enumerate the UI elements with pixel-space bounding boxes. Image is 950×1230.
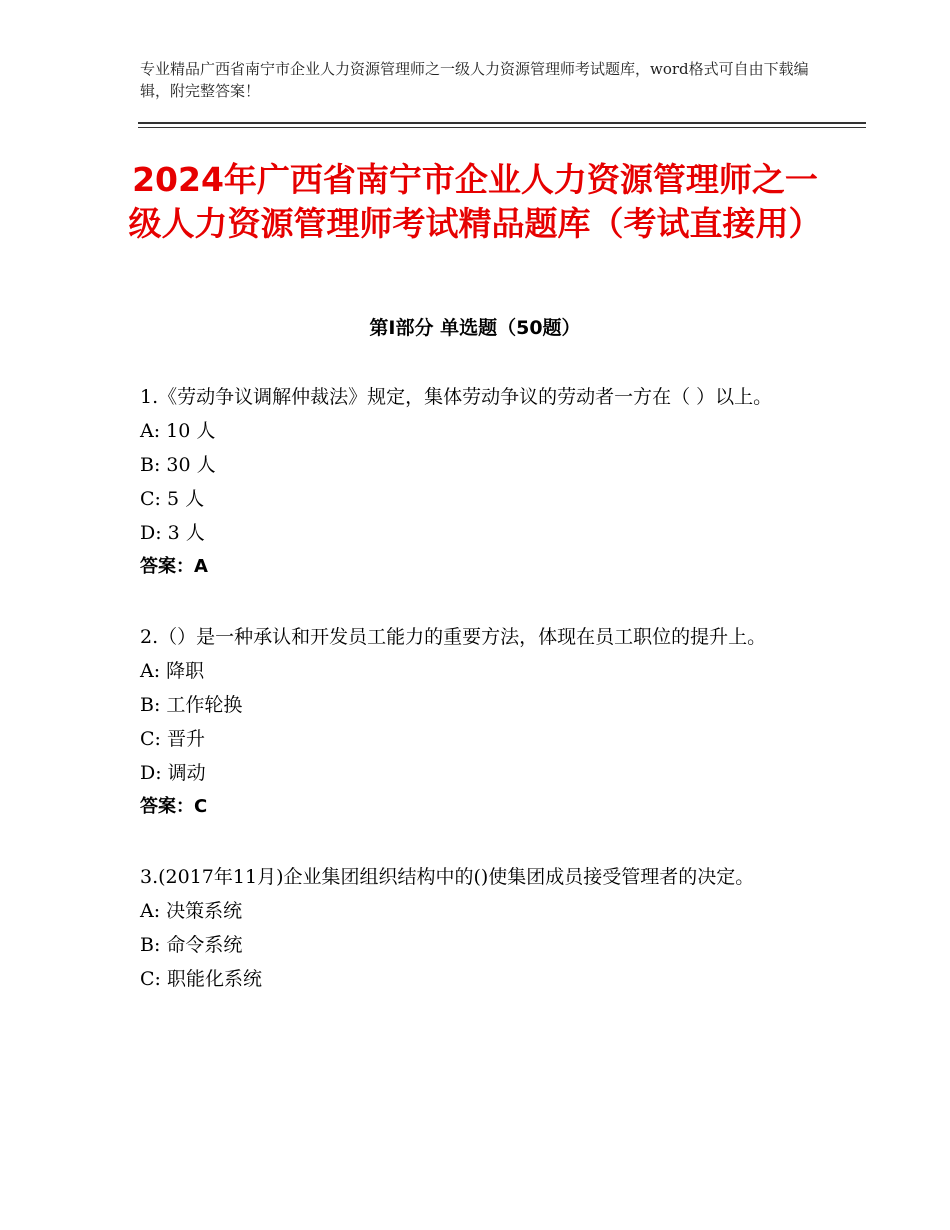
header-divider — [138, 122, 866, 128]
section-title: 第Ⅰ部分 单选题（50题） — [369, 317, 581, 339]
header-note: 专业精品广西省南宁市企业人力资源管理师之一级人力资源管理师考试题库，word格式可自由下载编辑，附完整答案！ — [140, 60, 809, 100]
question-1 — [140, 380, 820, 584]
option-c: C: 晋升 — [140, 728, 205, 750]
question-stem: 1.《劳动争议调解仲裁法》规定，集体劳动争议的劳动者一方在（ ）以上。 — [140, 386, 773, 408]
option-a: A: 降职 — [140, 660, 205, 682]
option-c: C: 职能化系统 — [140, 968, 262, 990]
question-stem: 2.（）是一种承认和开发员工能力的重要方法，体现在员工职位的提升上。 — [140, 626, 767, 648]
question-list — [140, 380, 820, 1032]
option-c: C: 5 人 — [140, 488, 205, 510]
option-a: A: 10 人 — [140, 420, 216, 442]
document-title: 2024年广西省南宁市企业人力资源管理师之一级人力资源管理师考试精品题库（考试直接用） — [128, 160, 822, 243]
option-a: A: 决策系统 — [140, 900, 243, 922]
answer: 答案：C — [140, 796, 208, 817]
question-stem: 3.(2017年11月)企业集团组织结构中的()使集团成员接受管理者的决定。 — [140, 866, 755, 888]
answer: 答案：A — [140, 556, 208, 577]
option-b: B: 工作轮换 — [140, 694, 243, 716]
option-b: B: 30 人 — [140, 454, 216, 476]
option-d: D: 3 人 — [140, 522, 205, 544]
question-3 — [140, 860, 820, 996]
option-b: B: 命令系统 — [140, 934, 243, 956]
option-d: D: 调动 — [140, 762, 206, 784]
question-2 — [140, 620, 820, 824]
